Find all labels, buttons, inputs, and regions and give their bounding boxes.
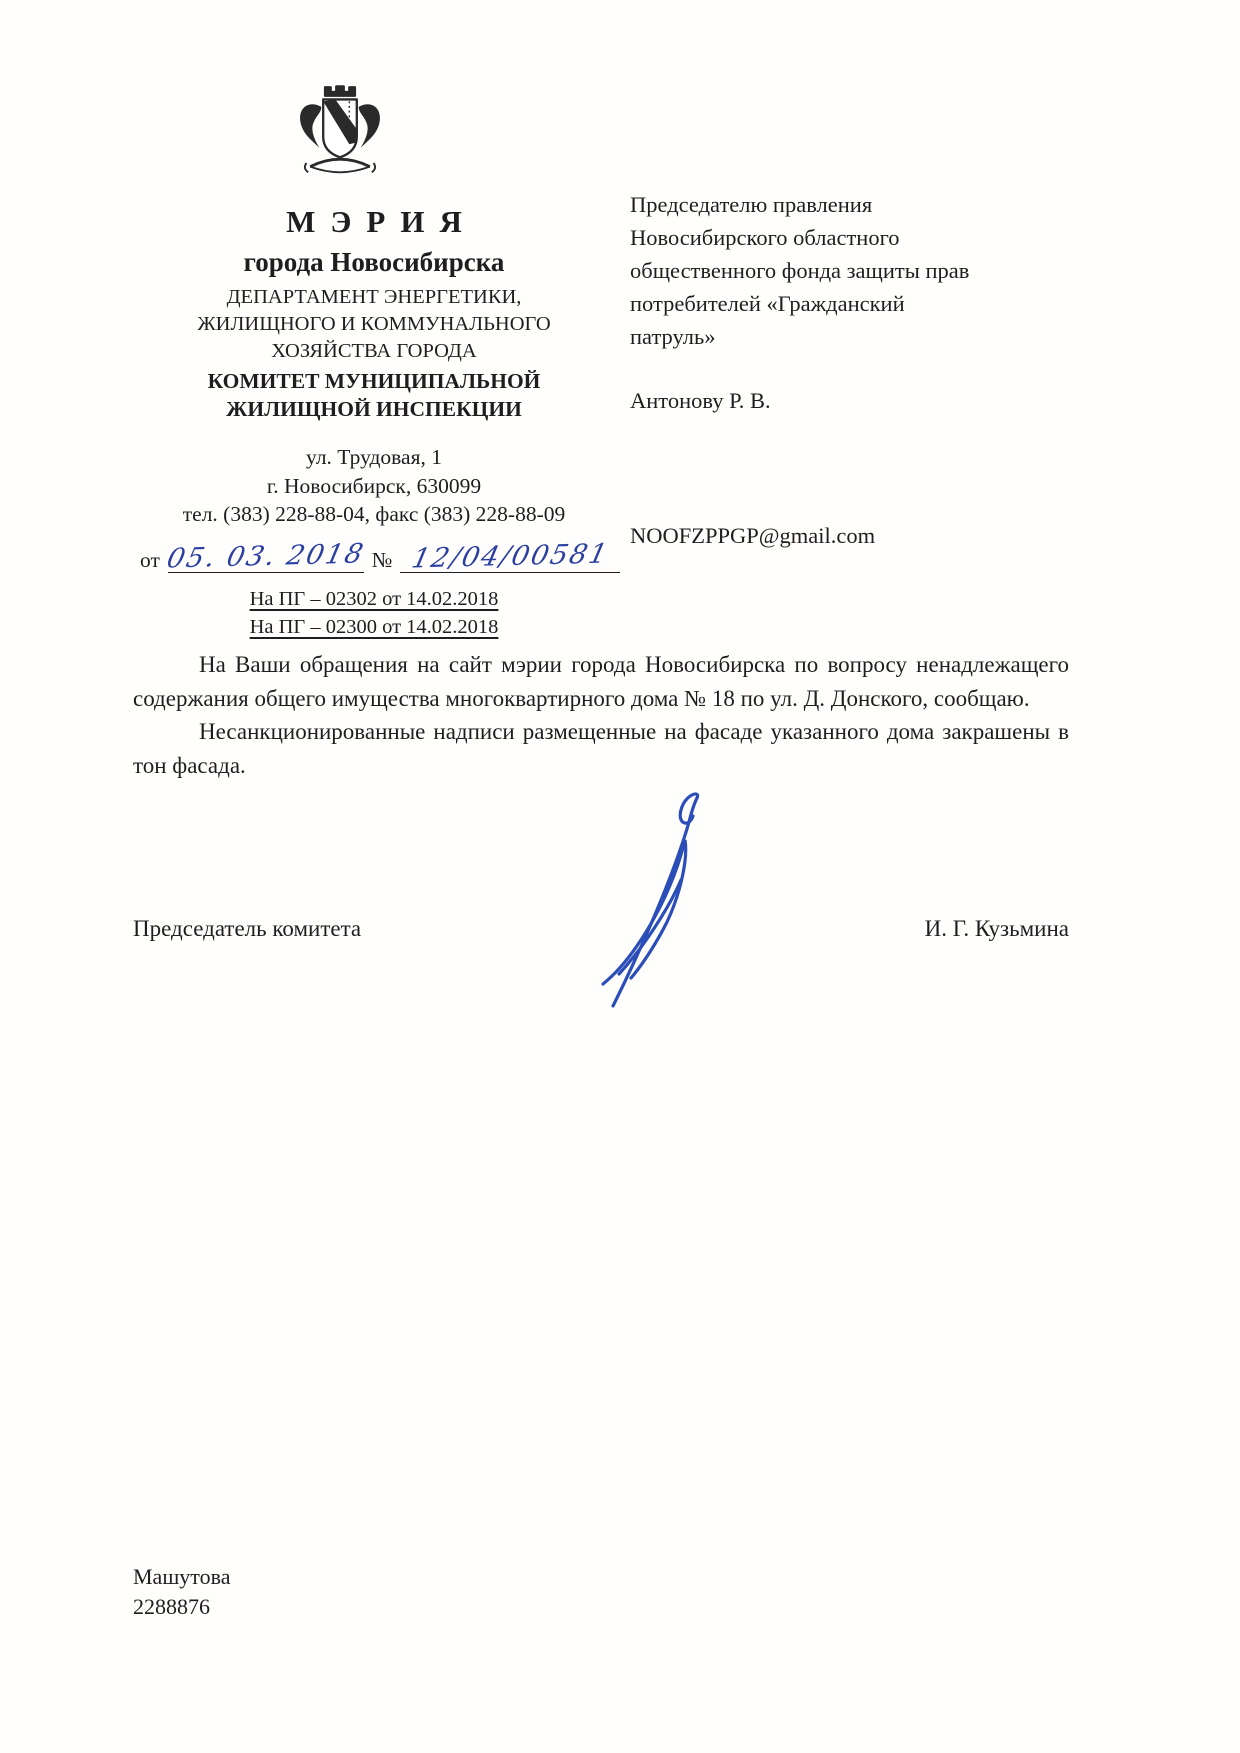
committee-name (128, 367, 620, 423)
number-field (400, 538, 620, 575)
org-phone-fax: тел. (383) 228-88-04, факс (383) 228-88-09 (182, 502, 566, 526)
department-line-2: ЖИЛИЩНОГО И КОММУНАЛЬНОГО (197, 313, 551, 335)
addressee-block (630, 188, 1080, 552)
committee-line-2: ЖИЛИЩНОЙ ИНСПЕКЦИИ (226, 397, 522, 421)
signature-row (133, 916, 1069, 942)
department-line-1: ДЕПАРТАМЕНТ ЭНЕРГЕТИКИ, (226, 286, 522, 308)
reference-line-2: На ПГ – 02300 от 14.02.2018 (249, 616, 499, 638)
department-line-3: ХОЗЯЙСТВА ГОРОДА (271, 340, 477, 362)
signer-title: Председатель комитета (133, 916, 362, 941)
org-city-zip: г. Новосибирск, 630099 (266, 474, 482, 498)
registration-line (128, 538, 620, 575)
addressee-line: Новосибирского областного (630, 225, 900, 250)
date-field (163, 538, 368, 575)
committee-line-1: КОМИТЕТ МУНИЦИПАЛЬНОЙ (207, 369, 541, 393)
executor-block (133, 1562, 230, 1622)
department-name (128, 284, 620, 365)
handwritten-number: 12/04/00581 (408, 538, 612, 575)
novosibirsk-coat-of-arms-icon (284, 82, 396, 186)
org-address (128, 443, 620, 501)
addressee-line: потребителей «Гражданский (630, 291, 905, 316)
handwritten-date: 05. 03. 2018 (163, 538, 368, 575)
executor-phone: 2288876 (133, 1594, 210, 1619)
addressee-person: Антонову Р. В. (630, 388, 771, 413)
handwritten-signature (585, 788, 735, 1018)
addressee-line: Председателю правления (630, 192, 873, 217)
number-prefix-label: № (371, 548, 393, 572)
addressee-email: NOOFZPPGP@gmail.com (630, 523, 876, 548)
signer-name: И. Г. Кузьмина (924, 916, 1069, 941)
addressee-line: патруль» (630, 324, 716, 349)
body-paragraph-2: Несанкционированные надписи размещенные на фасаде указанного дома закрашены в тон фасада. (133, 719, 1069, 778)
reference-line-1: На ПГ – 02302 от 14.02.2018 (249, 588, 499, 610)
reference-block (128, 585, 620, 641)
date-prefix-label: от (140, 548, 160, 572)
addressee-line: общественного фонда защиты прав (630, 258, 970, 283)
executor-name: Машутова (133, 1564, 231, 1589)
body-paragraph-1: На Ваши обращения на сайт мэрии города Новосибирска по вопросу ненадлежащего содержания общего имущества многоквартирного дома № 18 по ул. Д. Донского, сообщаю. (133, 652, 1069, 711)
letter-body (133, 648, 1069, 782)
org-name-city: города Новосибирска (243, 247, 505, 277)
org-name-mayor-office: МЭРИЯ (286, 204, 477, 239)
letterhead (128, 82, 620, 641)
org-street: ул. Трудовая, 1 (306, 445, 442, 469)
